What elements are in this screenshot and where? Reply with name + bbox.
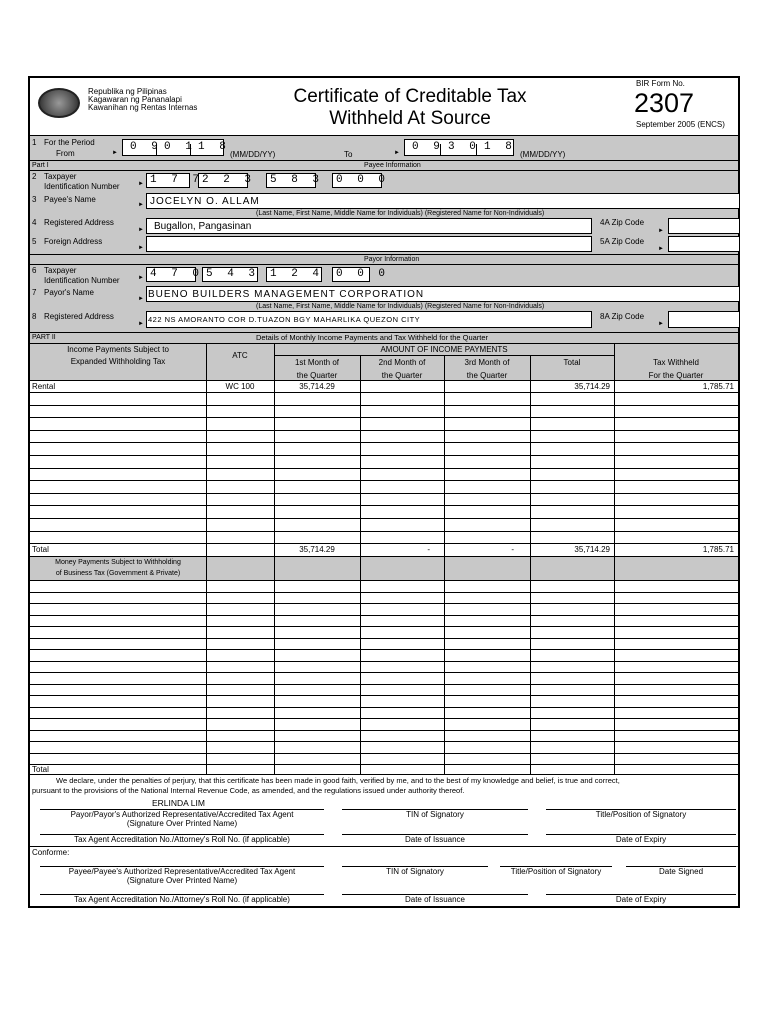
foreign-num: 5	[32, 237, 37, 246]
row1-m1: 35,714.29	[299, 382, 335, 391]
foreign-address-field[interactable]	[146, 236, 592, 252]
income-table-rule	[30, 518, 738, 519]
agency-line1: Republika ng Pilipinas	[88, 87, 167, 96]
agency-line2: Kagawaran ng Pananalapi	[88, 95, 182, 104]
payee-name-hint: (Last Name, First Name, Middle Name for Individuals) (Registered Name for Non-Individuals)	[256, 210, 545, 217]
header-column-rule	[206, 344, 207, 380]
header-column-rule	[274, 344, 275, 380]
payee-addr-label: Registered Address	[44, 218, 114, 227]
payor-name-label: Payor's Name	[44, 288, 94, 297]
col-m1a: 1st Month of	[294, 358, 340, 367]
money-table-rule	[30, 615, 738, 616]
column-rule	[614, 380, 615, 556]
col-m2b: the Quarter	[381, 371, 423, 380]
date-expiry: Date of Expiry	[615, 835, 667, 844]
income-table-rule	[30, 392, 738, 393]
col-atc: ATC	[232, 351, 248, 360]
column-rule	[274, 380, 275, 556]
money-table-rule	[30, 661, 738, 662]
total1-m2: -	[427, 545, 430, 554]
money-table-rule	[30, 592, 738, 593]
title-signatory2: Title/Position of Signatory	[510, 867, 602, 876]
income-table-rule	[30, 417, 738, 418]
tin-signatory2: TIN of Signatory	[386, 867, 444, 876]
money-table-rule	[30, 695, 738, 696]
money-table-rule	[30, 649, 738, 650]
date-signed: Date Signed	[658, 867, 704, 876]
column-rule	[360, 380, 361, 556]
income-table-rule	[30, 493, 738, 494]
header-column-rule	[444, 355, 445, 380]
header-column-rule	[530, 355, 531, 380]
payor-tin1-value: 4 7 0	[150, 268, 204, 280]
total1-label: Total	[32, 545, 49, 554]
conforme-label: Conforme:	[32, 848, 70, 857]
foreign-addr-label: Foreign Address	[44, 237, 103, 246]
income-table-rule	[30, 480, 738, 481]
money-table-rule	[30, 741, 738, 742]
column-rule	[360, 556, 361, 774]
title-signatory: Title/Position of Signatory	[595, 810, 687, 819]
agency-line3: Kawanihan ng Rentas Internas	[88, 103, 198, 112]
date-format2: (MM/DD/YY)	[520, 150, 566, 159]
period-num: 1	[32, 138, 37, 147]
date-issuance: Date of Issuance	[404, 835, 466, 844]
column-rule	[444, 380, 445, 556]
col-m3b: the Quarter	[466, 371, 508, 380]
payee-zip-field[interactable]	[668, 218, 740, 234]
payor-address-value: 422 NS AMORANTO COR D.TUAZON BGY MAHARLIKA QUEZON CITY	[148, 315, 421, 324]
total1-tax: 1,785.71	[702, 545, 734, 554]
foreign-zip-field[interactable]	[668, 236, 740, 252]
declaration-text1: We declare, under the penalties of perjury, that this certificate has been made in good faith, verified by me, and to the best of my knowledge and belief, is true and correct,	[56, 776, 620, 785]
form-label: BIR Form No.	[636, 79, 685, 88]
money-table-rule	[30, 684, 738, 685]
declaration-text2: pursuant to the provisions of the National Internal Revenue Code, as amended, and the regulations issued under authority thereof.	[32, 786, 465, 795]
column-rule	[206, 380, 207, 556]
money-label2: of Business Tax (Government & Private)	[55, 570, 181, 577]
income-table-rule	[30, 543, 738, 544]
column-rule	[444, 556, 445, 774]
part2-label: PART II	[32, 334, 56, 341]
income-table-rule	[30, 455, 738, 456]
payor-name-hint: (Last Name, First Name, Middle Name for Individuals) (Registered Name for Non-Individuals)	[256, 303, 545, 310]
payee-name-label: Payee's Name	[44, 195, 96, 204]
form-title-line1: Certificate of Creditable Tax	[293, 86, 527, 107]
from-yy: 1 8	[198, 141, 230, 153]
money-table-rule	[30, 718, 738, 719]
column-rule	[530, 380, 531, 556]
signer-name: ERLINDA LIM	[152, 798, 205, 808]
from-mm: 0 9	[130, 141, 162, 153]
payor-tin-label2: Identification Number	[44, 276, 120, 285]
date-expiry2: Date of Expiry	[615, 895, 667, 904]
form-number: 2307	[634, 88, 695, 118]
to-mm: 0 9	[412, 141, 444, 153]
col-m1b: the Quarter	[296, 371, 338, 380]
zip8-label: 8A Zip Code	[600, 312, 645, 321]
from-label: From	[56, 149, 75, 158]
payor-addr-label: Registered Address	[44, 312, 114, 321]
row1-income: Rental	[32, 382, 56, 391]
tin-signatory: TIN of Signatory	[406, 810, 464, 819]
date-format1: (MM/DD/YY)	[230, 150, 276, 159]
addr-num: 4	[32, 218, 37, 227]
amount-header: AMOUNT OF INCOME PAYMENTS	[380, 345, 508, 354]
pname-num: 7	[32, 288, 37, 297]
payee-tin1-value: 1 7 7	[150, 174, 204, 186]
payee-address-value: Bugallon, Pangasinan	[154, 221, 252, 232]
payor-header: Payor Information	[364, 256, 420, 263]
tin-label1: Taxpayer	[44, 172, 77, 181]
payee-tin3-value: 5 8 3	[270, 174, 324, 186]
money-label1: Money Payments Subject to Withholding	[55, 559, 181, 566]
income-table-rule	[30, 531, 738, 532]
payor-zip-field[interactable]	[668, 311, 740, 328]
header-column-rule	[360, 355, 361, 380]
sig2b: (Signature Over Printed Name)	[126, 876, 238, 885]
to-dd: 3 0	[448, 141, 480, 153]
bir-form-2307: Republika ng Pilipinas Kagawaran ng Pananalapi Kawanihan ng Rentas Internas Certificate of Creditable Tax Withheld At Source BIR Form No. 2307 September 2005 (ENCS) 1 For the Period From ► 0 9 0 1 1 8 (MM/DD/YY) To ► 0 9 3 0 1 8 (MM/DD/YY) Part I Payee Information 2 Taxpayer Identification Number ► 1 7 7 2 2 3 5 8 3 0 0 0 3 Payee's Name ► JOCELYN O. ALLAM (Last Name, First Name, Middle Name for Individuals) (Registered Name for Non-Individuals) 4 Registered Address ► Bugallon, Pangasinan 4A Zip Code ► 5 Foreign Address ► 5A Zip Code ► Payor Information 6 Taxpayer Identification Number ► 4 7 0 5 4 3 1 2 4 0 0 0 7 Payor's Name ► BUENO BUILDERS MANAGEMENT CORPORATION (Last Name, First Name, Middle Name for Individuals) (Registered Name for Non-Individuals) 8 Registered Address ► 422 NS AMORANTO COR D.TUAZON BGY MAHARLIKA QUEZON CITY 8A Zip Code ► PART II Details of Monthly Income Payments and Tax Withheld for the Quarter Income Payments Subject to Expanded Withholding Tax ATC AMOUNT OF INCOME PAYMENTS 1st Month of the Quarter 2nd Month of the Quarter 3rd Month of the Quarter Total Tax Withheld For the Quarter Rental WC 100 35,714.29 35,714.29 1,785.71 Total 35,714.29 - - 35,714.29 1,785.71 Money Payments Subject to Withholding of Business Tax (Government & Private) Total We declare, under the penalties of perjury, that this certificate has been made in good faith, verified by me, and to the best of my knowledge and belief, is true and correct, pursuant to the provisions of the National Internal Revenue Code, as amended, and the regulations issued under authority thereof. ERLINDA LIM Payor/Payor's Authorized Representative/Accredited Tax Agent (Signature Over Printed Name) TIN of Signatory Title/Position of Signatory Tax Agent Accreditation No./Attorney's Roll No. (if applicable) Date of Issuance Date of Expiry Conforme: Payee/Payee's Authorized Representative/Accredited Tax Agent (Signature Over Printed Name) TIN of Signatory Title/Position of Signatory Date Signed Tax Agent Accreditation No./Attorney's Roll No. (if applicable) Date of Issuance Date of Expiry	[28, 76, 740, 908]
to-yy: 1 8	[484, 141, 516, 153]
column-rule	[530, 556, 531, 774]
money-table-rule	[30, 638, 738, 639]
column-rule	[614, 556, 615, 774]
sig1a: Payor/Payor's Authorized Representative/Accredited Tax Agent	[70, 810, 294, 819]
sig1b: (Signature Over Printed Name)	[126, 819, 238, 828]
table-rule	[30, 556, 738, 557]
income-table-rule	[30, 405, 738, 406]
payee-header: Payee Information	[364, 162, 421, 169]
payor-name-value: BUENO BUILDERS MANAGEMENT CORPORATION	[148, 289, 425, 300]
payee-tin2-value: 2 2 3	[202, 174, 256, 186]
total2-label: Total	[32, 765, 49, 774]
row1-total: 35,714.29	[574, 382, 610, 391]
ptin-num: 6	[32, 266, 37, 275]
header-column-rule	[614, 344, 615, 355]
income-table-rule	[30, 468, 738, 469]
col-income-2: Expanded Withholding Tax	[70, 357, 166, 366]
form-date: September 2005 (ENCS)	[636, 120, 725, 129]
agent-accreditation: Tax Agent Accreditation No./Attorney's Roll No. (if applicable)	[74, 835, 290, 844]
money-table-rule	[30, 764, 738, 765]
from-dd: 0 1	[164, 141, 196, 153]
money-table-rule	[30, 730, 738, 731]
payee-tin4-value: 0 0 0	[336, 174, 390, 186]
bir-seal-icon	[38, 88, 80, 118]
part1-label: Part I	[32, 162, 49, 169]
payor-tin3-value: 1 2 4	[270, 268, 324, 280]
date-issuance2: Date of Issuance	[404, 895, 466, 904]
col-tax2: For the Quarter	[648, 371, 704, 380]
payor-tin-label1: Taxpayer	[44, 266, 77, 275]
row1-tax: 1,785.71	[702, 382, 734, 391]
money-table-rule	[30, 753, 738, 754]
tin-num: 2	[32, 172, 37, 181]
name-num: 3	[32, 195, 37, 204]
payor-tin2-value: 5 4 3	[206, 268, 260, 280]
money-table-rule	[30, 626, 738, 627]
payor-tin4-value: 0 0 0	[336, 268, 390, 280]
column-rule	[274, 556, 275, 774]
money-table-rule	[30, 672, 738, 673]
header-column-rule	[614, 355, 615, 380]
money-table-rule	[30, 580, 738, 581]
zip5-label: 5A Zip Code	[600, 237, 645, 246]
to-label: To	[344, 150, 353, 159]
money-table-rule	[30, 707, 738, 708]
column-rule	[206, 556, 207, 774]
total1-m1: 35,714.29	[299, 545, 335, 554]
col-m2a: 2nd Month of	[378, 358, 426, 367]
tin-label2: Identification Number	[44, 182, 120, 191]
payee-name-value: JOCELYN O. ALLAM	[150, 196, 260, 207]
col-tax1: Tax Withheld	[653, 358, 699, 367]
sig2a: Payee/Payee's Authorized Representative/Accredited Tax Agent	[68, 867, 296, 876]
period-label: For the Period	[44, 138, 95, 147]
part2-header: Details of Monthly Income Payments and Tax Withheld for the Quarter	[256, 333, 489, 342]
col-total: Total	[563, 358, 581, 367]
total1-m3: -	[511, 545, 514, 554]
form-title-line2: Withheld At Source	[329, 108, 491, 129]
zip4-label: 4A Zip Code	[600, 218, 645, 227]
income-table-rule	[30, 430, 738, 431]
col-m3a: 3rd Month of	[464, 358, 510, 367]
paddr-num: 8	[32, 312, 37, 321]
agent-accreditation2: Tax Agent Accreditation No./Attorney's Roll No. (if applicable)	[74, 895, 290, 904]
income-table-rule	[30, 442, 738, 443]
row1-atc: WC 100	[225, 382, 255, 391]
income-table-rule	[30, 505, 738, 506]
total1-total: 35,714.29	[574, 545, 610, 554]
col-income-1: Income Payments Subject to	[67, 345, 169, 354]
money-table-rule	[30, 603, 738, 604]
